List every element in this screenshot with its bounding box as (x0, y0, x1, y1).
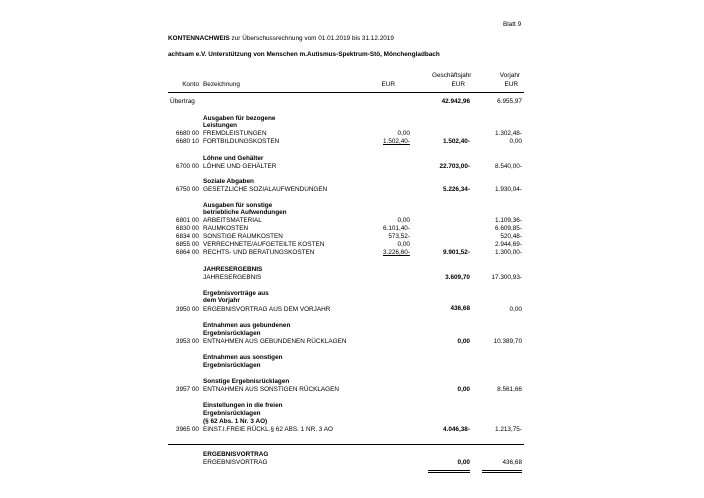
account-label: VERRECHNETE/AUFGETEILTE KOSTEN (203, 241, 325, 248)
separator-rule (168, 444, 524, 445)
double-underline-prior (482, 472, 522, 473)
col-header-gj-unit: EUR (451, 81, 465, 88)
account-label: SONSTIGE RAUMKOSTEN (203, 233, 283, 240)
section-heading: dem Vorjahr (203, 297, 240, 304)
account-prior: 2.944,69- (494, 241, 522, 248)
section-heading: Ausgaben für sonstige (203, 202, 273, 209)
double-underline-current (428, 470, 470, 471)
account-number: 6864 00 (175, 249, 199, 256)
account-number: 3957 00 (175, 386, 199, 393)
document-title (168, 35, 394, 43)
account-number: 6830 00 (175, 225, 199, 232)
section-heading: Sonstige Ergebnisrücklagen (203, 378, 290, 385)
account-label: GESETZLICHE SOZIALAUFWENDUNGEN (203, 186, 328, 193)
account-prior: 8.540,00- (494, 163, 522, 170)
account-label: ARBEITSMATERIAL (203, 217, 262, 224)
section-heading: Ergebnisvorträge aus (203, 290, 269, 297)
account-label: RAUMKOSTEN (203, 225, 249, 232)
account-label: RECHTS- UND BERATUNGSKOSTEN (203, 249, 315, 256)
account-amount: 0,00 (397, 130, 410, 137)
col-header-konto: Konto (182, 81, 199, 88)
account-prior: 1.930,04- (494, 186, 522, 193)
account-number: 6680 10 (175, 138, 199, 145)
account-prior: 17.300,93- (491, 274, 522, 281)
account-prior: 1.213,75- (494, 426, 522, 433)
section-total: 436,68 (450, 305, 470, 312)
double-underline-prior (482, 470, 522, 471)
section-total: 0,00 (457, 386, 470, 393)
col-header-vj-unit: EUR (504, 81, 518, 88)
title-rest: zur Überschussrechnung vom 01.01.2019 bis 31.12.2019 (229, 35, 394, 42)
account-number: 3965 00 (175, 426, 199, 433)
account-label: FREMDLEISTUNGEN (203, 130, 267, 137)
section-heading: Leistungen (203, 122, 238, 129)
double-underline-current (428, 472, 470, 473)
account-number: 3953 00 (175, 338, 199, 345)
section-heading: Entnahmen aus sonstigen (203, 354, 283, 361)
header-rule (168, 92, 524, 93)
account-prior: 0,00 (509, 306, 522, 313)
section-total: 9.901,52- (442, 249, 470, 256)
section-heading: (§ 62 Abs. 1 Nr. 3 AO) (203, 418, 268, 425)
account-number: 6834 00 (175, 233, 199, 240)
section-heading: Ergebnisrücklagen (203, 362, 261, 369)
col-header-eur: EUR (381, 81, 395, 88)
col-header-bezeichnung: Bezeichnung (203, 81, 240, 88)
uebertrag-label: Übertrag (170, 98, 195, 105)
account-prior: 436,68 (502, 459, 522, 466)
section-total: 22.703,00- (439, 163, 470, 170)
account-prior: 1.300,00- (494, 249, 522, 256)
organization-name: achtsam e.V. Unterstützung von Menschen m.Autismus-Spektrum-Stö, Mönchengladbach (168, 51, 440, 58)
section-heading: Einstellungen in die freien (203, 402, 283, 409)
account-prior: 6.609,85- (494, 225, 522, 232)
section-heading: Soziale Abgaben (203, 178, 254, 185)
section-heading: betriebliche Aufwendungen (203, 209, 287, 216)
account-label: ENTNAHMEN AUS GEBUNDENEN RÜCKLAGEN (203, 338, 347, 345)
section-heading: Ergebnisrücklagen (203, 410, 261, 417)
account-amount: 0,00 (397, 217, 410, 224)
section-heading: Löhne und Gehälter (203, 155, 264, 162)
account-prior: 8.561,66 (497, 386, 522, 393)
uebertrag-prior: 6.955,97 (497, 98, 522, 105)
section-total: 0,00 (457, 459, 470, 466)
col-header-geschaeftsjahr: Geschäftsjahr (432, 72, 472, 79)
section-total: 1.502,40- (442, 138, 470, 145)
account-amount: 1.502,40- (382, 138, 410, 145)
section-total: 0,00 (457, 338, 470, 345)
account-number: 6700 00 (175, 163, 199, 170)
account-prior: 1.302,48- (494, 130, 522, 137)
section-total: 5.226,34- (442, 186, 470, 193)
section-heading: Ergebnisrücklagen (203, 330, 261, 337)
account-amount: 573,52- (388, 233, 410, 240)
section-total: 3.609,70 (445, 274, 470, 281)
account-label: ENTNAHMEN AUS SONSTIGEN RÜCKLAGEN (203, 386, 340, 393)
account-number: 6680 00 (175, 130, 199, 137)
account-number: 6750 00 (175, 186, 199, 193)
account-label: ERGEBNISVORTRAG AUS DEM VORJAHR (203, 306, 331, 313)
col-header-vorjahr: Vorjahr (499, 72, 520, 79)
account-amount: 3.226,60- (382, 249, 410, 256)
account-prior: 520,48- (500, 233, 522, 240)
section-heading: Ausgaben für bezogene (203, 115, 276, 122)
section-heading: JAHRESERGEBNIS (203, 266, 263, 273)
account-amount: 0,00 (397, 241, 410, 248)
page-label: Blatt 9 (503, 21, 522, 28)
account-amount: 6.101,40- (382, 225, 410, 232)
uebertrag-current: 42.942,96 (441, 98, 470, 105)
account-prior: 0,00 (509, 138, 522, 145)
account-label: EINST.I.FREIE RÜCKL.§ 62 ABS. 1 NR. 3 AO (203, 426, 333, 433)
title-bold: KONTENNACHWEIS (168, 35, 230, 42)
section-total: 4.046,38- (442, 426, 470, 433)
account-number: 3950 00 (175, 306, 199, 313)
account-label: FORTBILDUNGSKOSTEN (203, 138, 280, 145)
account-number: 6801 00 (175, 217, 199, 224)
section-heading: ERGEBNISVORTRAG (203, 451, 269, 458)
account-number: 6855 00 (175, 241, 199, 248)
section-heading: Entnahmen aus gebundenen (203, 322, 291, 329)
account-label: ERGEBNISVORTRAG (203, 459, 268, 466)
account-prior: 10.389,70 (493, 338, 522, 345)
account-prior: 1.109,36- (494, 217, 522, 224)
account-label: JAHRESERGEBNIS (203, 274, 262, 281)
account-label: LÖHNE UND GEHÄLTER (203, 163, 277, 170)
